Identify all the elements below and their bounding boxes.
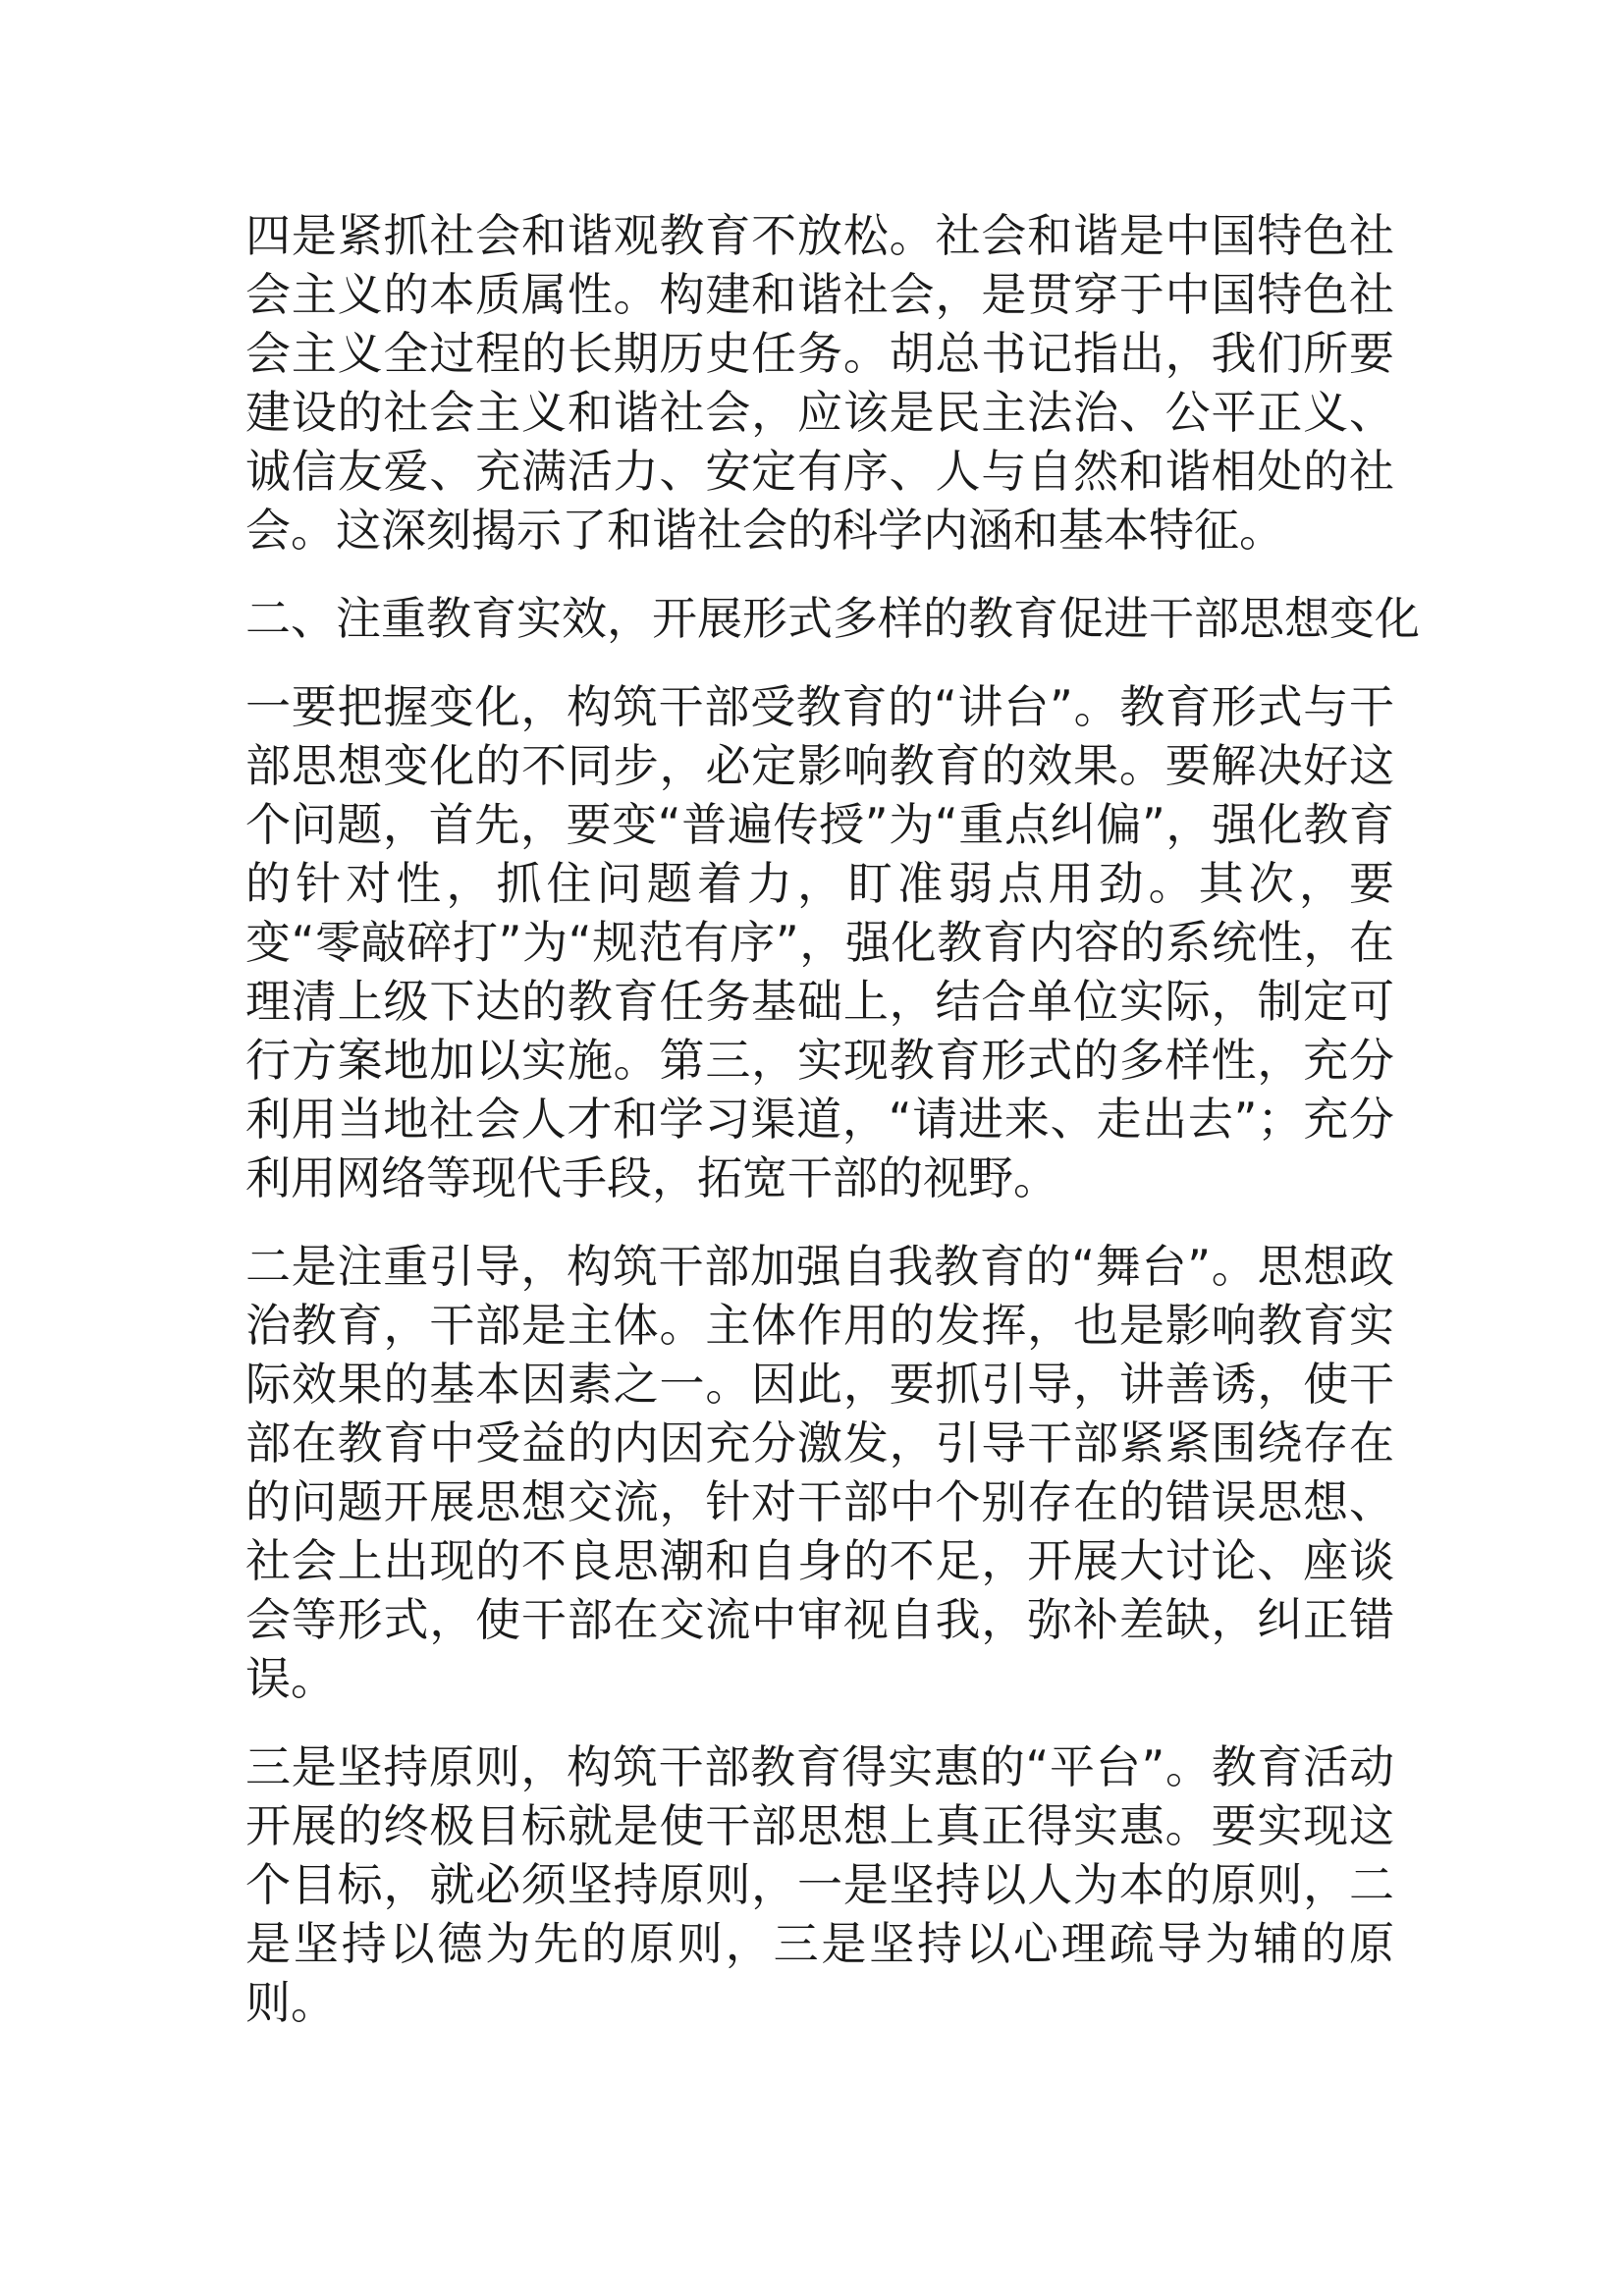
- paragraph-social-harmony: 四是紧抓社会和谐观教育不放松。社会和谐是中国特色社会主义的本质属性。构建和谐社会，是贯穿于中国特色社会主义全过程的长期历史任务。胡总书记指出，我们所要建设的社会主义和谐社会，应该是民主法治、公平正义、诚信友爱、充满活力、安定有序、人与自然和谐相处的社会。这深刻揭示了和谐社会的科学内涵和基本特征。: [245, 209, 1394, 557]
- paragraph-guidance: 二是注重引导，构筑干部加强自我教育的“舞台”。思想政治教育，干部是主体。主体作用的发挥，也是影响教育实际效果的基本因素之一。因此，要抓引导，讲善诱，使干部在教育中受益的内因充分激发，引导干部紧紧围绕存在的问题开展思想交流，针对干部中个别存在的错误思想、社会上出现的不良思潮和自身的不足，开展大讨论、座谈会等形式，使干部在交流中审视自我，弥补差缺，纠正错误。: [245, 1240, 1394, 1705]
- document-page: [245, 206, 1420, 2061]
- paragraph-principles: 三是坚持原则，构筑干部教育得实惠的“平台”。教育活动开展的终极目标就是使干部思想上真正得实惠。要实现这个目标，就必须坚持原则，一是坚持以人为本的原则，二是坚持以德为先的原则，三是坚持以心理疏导为辅的原则。: [245, 1740, 1394, 2029]
- section-heading-2: 二、注重教育实效，开展形式多样的教育促进干部思想变化: [245, 592, 1420, 645]
- paragraph-grasp-changes: 一要把握变化，构筑干部受教育的“讲台”。教育形式与干部思想变化的不同步，必定影响教育的效果。要解决好这个问题，首先，要变“普遍传授”为“重点纠偏”，强化教育的针对性，抓住问题着力，盯准弱点用劲。其次，要变“零敲碎打”为“规范有序”，强化教育内容的系统性，在理清上级下达的教育任务基础上，结合单位实际，制定可行方案地加以实施。第三，实现教育形式的多样性，充分利用当地社会人才和学习渠道，“请进来、走出去”；充分利用网络等现代手段，拓宽干部的视野。: [245, 680, 1394, 1204]
